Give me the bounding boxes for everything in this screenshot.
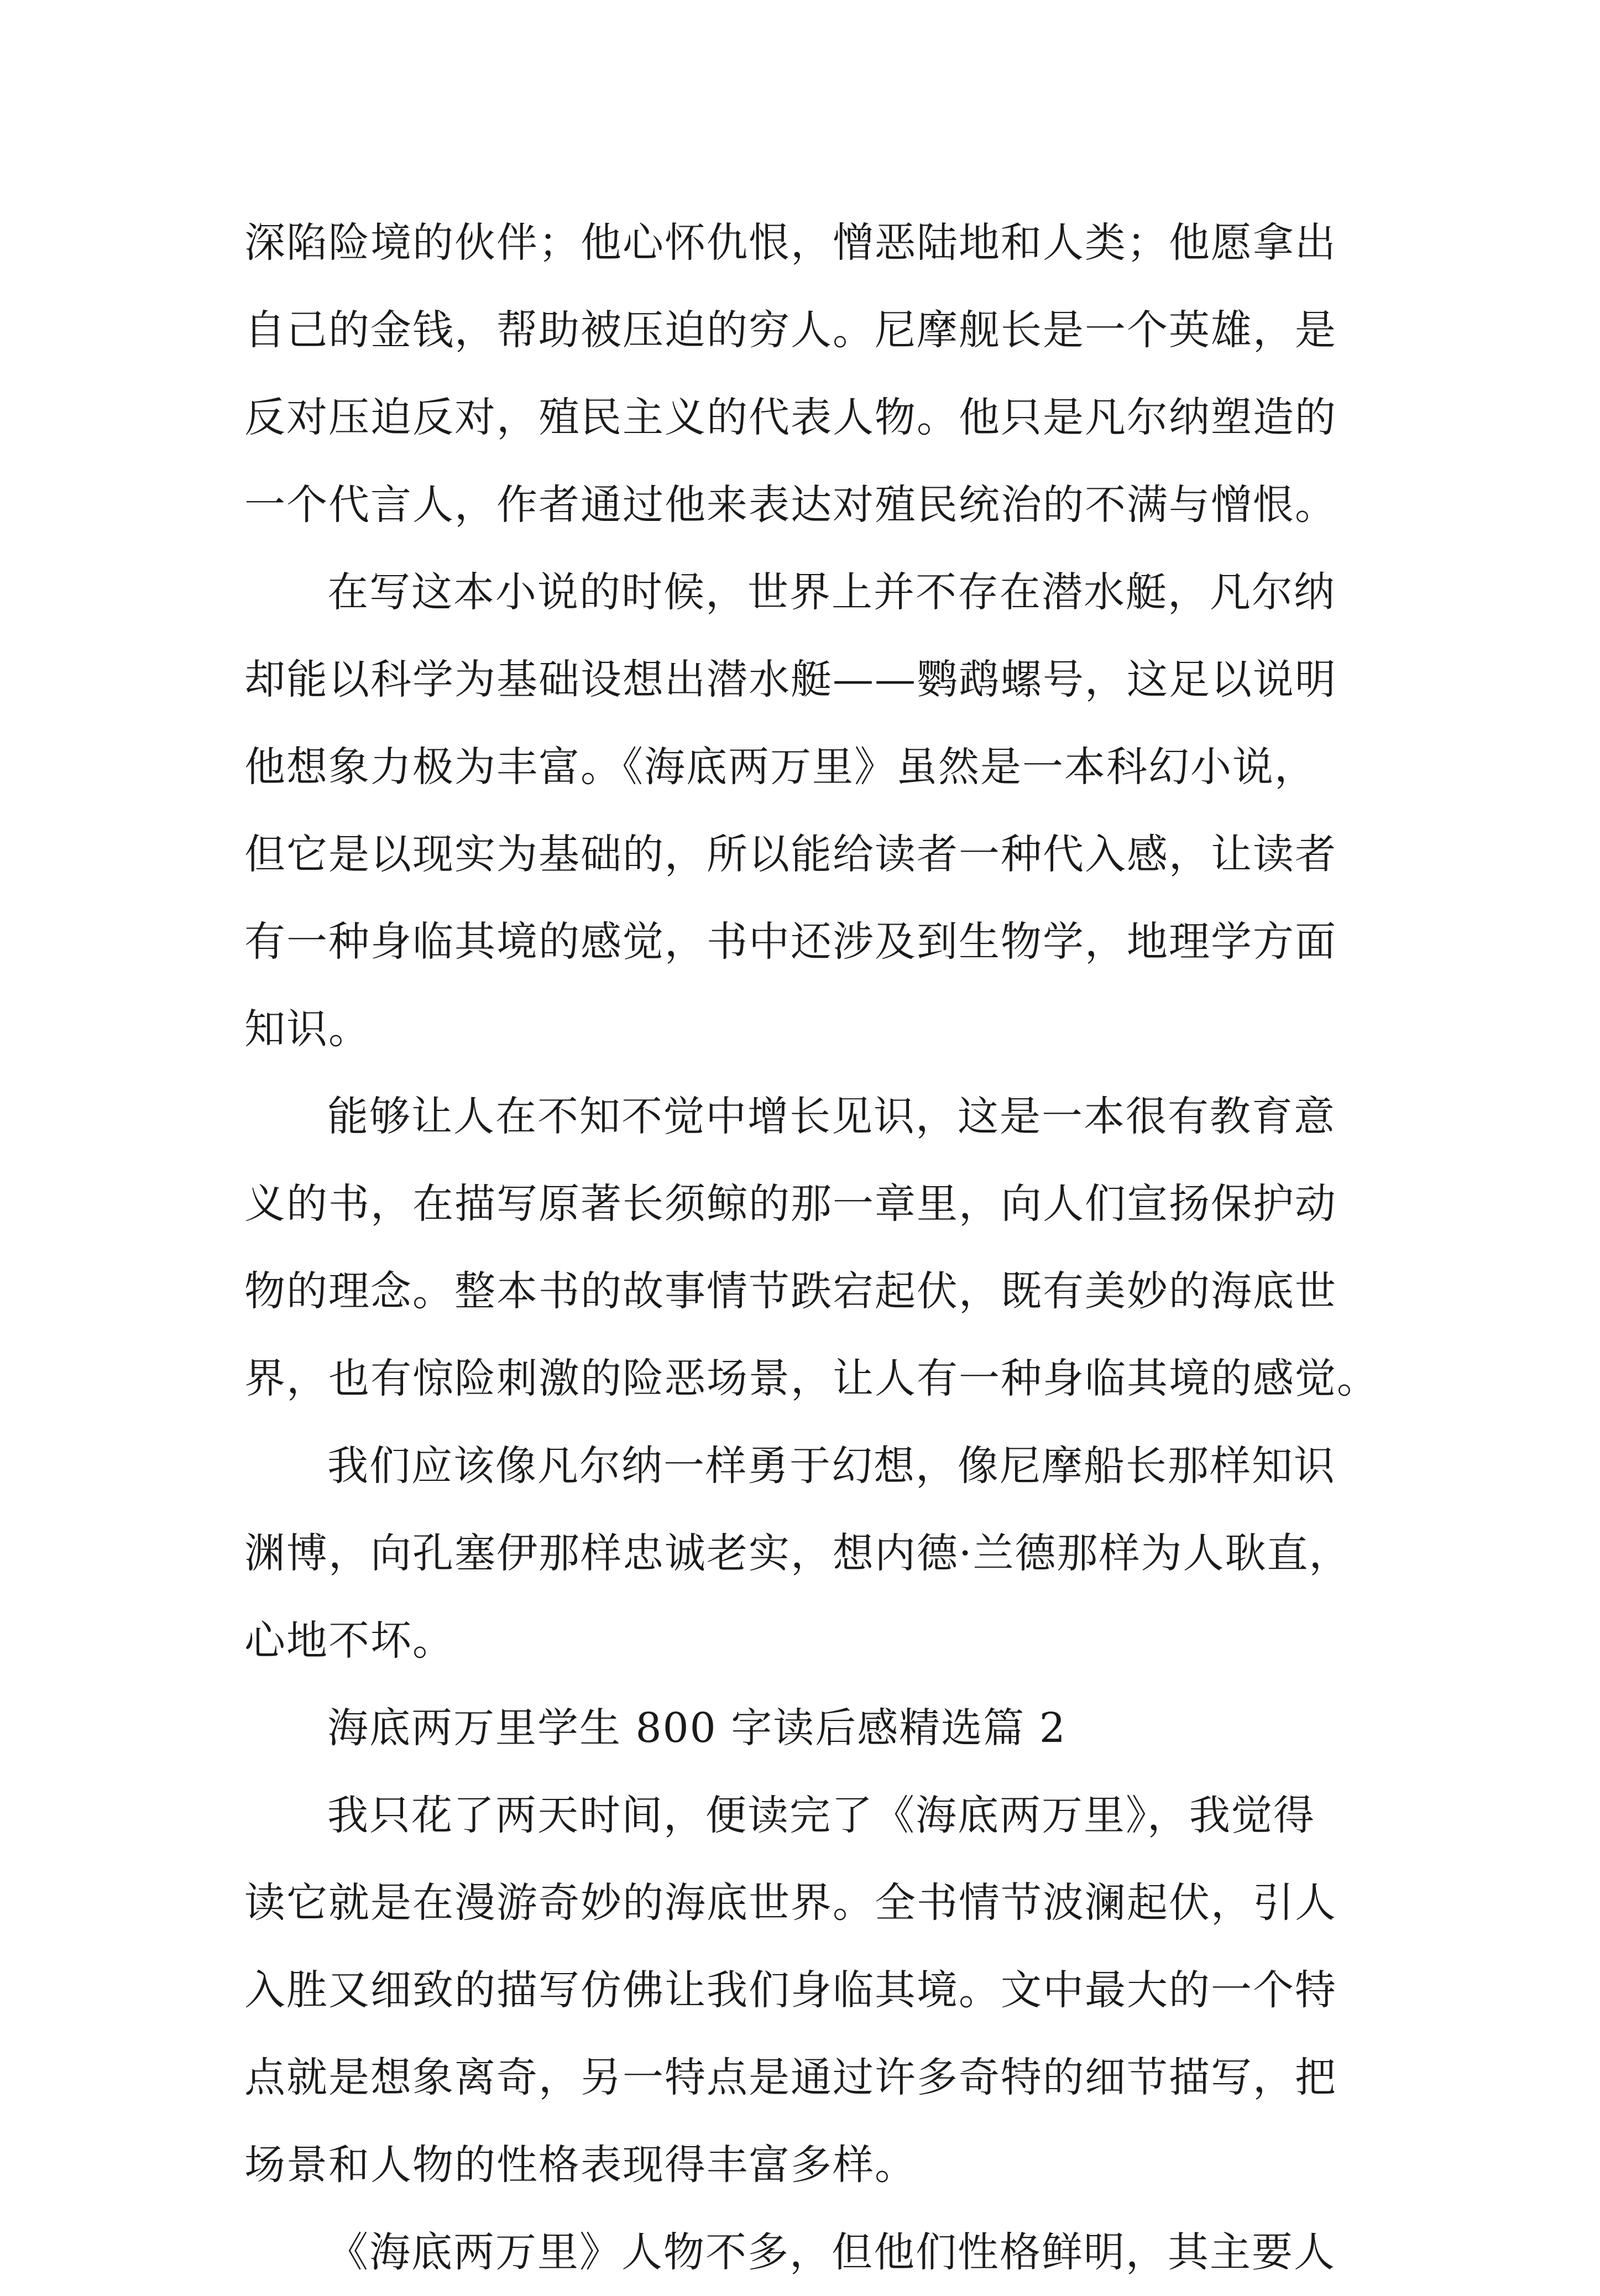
text-line: 读它就是在漫游奇妙的海底世界。全书情节波澜起伏，引人 (244, 1879, 1337, 1927)
document-body (244, 199, 1379, 2296)
text-line: 渊博，向孔塞伊那样忠诚老实，想内德·兰德那样为人耿直， (244, 1530, 1351, 1577)
text-line: 场景和人物的性格表现得丰富多样。 (244, 2141, 917, 2189)
text-line: 心地不坏。 (244, 1617, 454, 1664)
text-line: 界，也有惊险刺激的险恶场景，让人有一种身临其境的感觉。 (244, 1355, 1379, 1402)
text-line: 深陷险境的伙伴；他心怀仇恨，憎恶陆地和人类；他愿拿出 (244, 219, 1337, 267)
text-line: 知识。 (244, 1005, 370, 1053)
text-line: 在写这本小说的时候，世界上并不存在潜水艇，凡尔纳 (327, 568, 1336, 616)
text-line: 义的书，在描写原著长须鲸的那一章里，向人们宣扬保护动 (244, 1180, 1337, 1228)
text-line: 能够让人在不知不觉中增长见识，这是一本很有教育意 (327, 1093, 1336, 1140)
text-line: 有一种身临其境的感觉，书中还涉及到生物学，地理学方面 (244, 918, 1337, 966)
text-line: 自己的金钱，帮助被压迫的穷人。尼摩舰长是一个英雄，是 (244, 306, 1337, 354)
text-line: 海底两万里学生 800 字读后感精选篇 2 (327, 1704, 1066, 1752)
text-line: 我只花了两天时间，便读完了《海底两万里》，我觉得 (327, 1792, 1315, 1839)
text-line: 反对压迫反对，殖民主义的代表人物。他只是凡尔纳塑造的 (244, 394, 1337, 441)
text-line: 物的理念。整本书的故事情节跌宕起伏，既有美妙的海底世 (244, 1267, 1337, 1315)
text-line: 我们应该像凡尔纳一样勇于幻想，像尼摩船长那样知识 (327, 1442, 1336, 1490)
text-line: 却能以科学为基础设想出潜水艇——鹦鹉螺号，这足以说明 (244, 656, 1337, 703)
text-line: 《海底两万里》人物不多，但他们性格鲜明，其主要人 (327, 2229, 1336, 2276)
text-line: 点就是想象离奇，另一特点是通过许多奇特的细节描写，把 (244, 2054, 1337, 2101)
text-line: 他想象力极为丰富。《海底两万里》虽然是一本科幻小说， (244, 743, 1316, 791)
text-line: 一个代言人，作者通过他来表达对殖民统治的不满与憎恨。 (244, 481, 1337, 529)
text-line: 但它是以现实为基础的，所以能给读者一种代入感，让读者 (244, 831, 1337, 878)
text-line: 入胜又细致的描写仿佛让我们身临其境。文中最大的一个特 (244, 1966, 1337, 2014)
